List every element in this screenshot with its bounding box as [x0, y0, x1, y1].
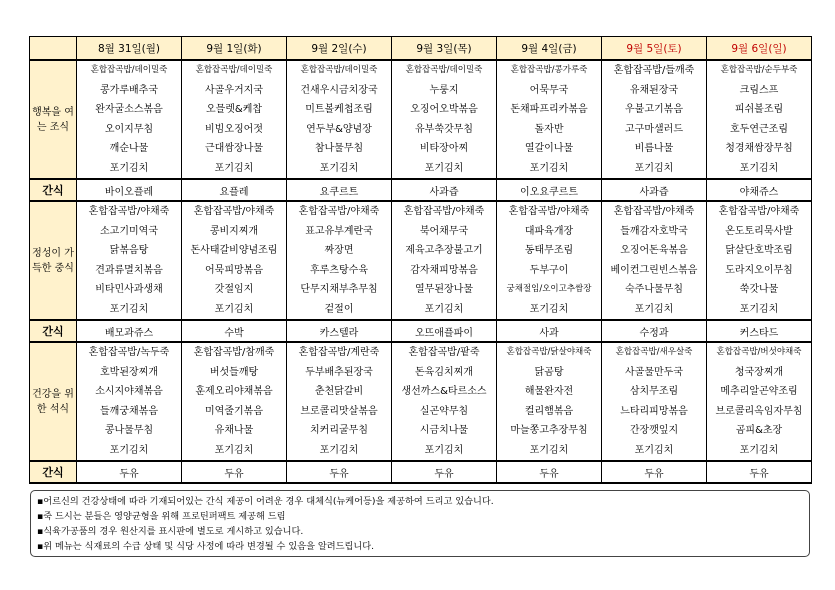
menu-item: 브로콜리옥임자무침 [715, 405, 803, 417]
meal-cell [497, 60, 602, 179]
meal-label: 건강을 위한 석식 [30, 342, 77, 461]
notice-line: ▪어르신의 건강상태에 따라 기재되어있는 간식 제공이 어려운 경우 대체식(뉴케어등)을 제공하여 드리고 있습니다. [37, 496, 494, 507]
meal-cell [392, 342, 497, 461]
snack-cell: 오뜨애플파이 [392, 320, 497, 342]
menu-item: 마늘쫑고추장무침 [510, 425, 588, 436]
menu-item: 연두부&양념장 [306, 123, 372, 135]
menu-item: 혼합잡곡밥/콩가루죽 [510, 65, 588, 75]
menu-item: 포기김치 [424, 162, 464, 174]
menu-item: 혼합잡곡밥/녹두죽 [88, 347, 170, 358]
meal-cell [707, 60, 812, 179]
menu-item: 두부배추된장국 [305, 366, 373, 378]
menu-item: 들깨감자호박국 [620, 225, 688, 237]
menu-item: 포기김치 [109, 162, 149, 174]
weekly-menu-table [29, 36, 812, 484]
meal-label: 행복을 여는 조식 [30, 60, 77, 179]
evening-snack-row [30, 461, 812, 483]
snack-cell: 야채쥬스 [707, 179, 812, 201]
menu-item: 참나물무침 [314, 143, 364, 154]
menu-item: 돈사태갈비양념조림 [190, 245, 278, 256]
menu-item: 포기김치 [529, 303, 569, 315]
meal-cell [77, 342, 182, 461]
menu-item: 비름나물 [634, 143, 674, 154]
dinner-row [30, 342, 812, 461]
menu-item: 포기김치 [109, 444, 149, 456]
menu-item: 혼합잡곡밥/데이밀죽 [405, 65, 483, 75]
meal-cell [497, 201, 602, 320]
meal-label [30, 320, 77, 342]
menu-item: 열무된장나물 [415, 284, 473, 295]
lunch-row [30, 201, 812, 320]
day-header: 9월 2일(수) [287, 37, 392, 61]
menu-item: 포기김치 [634, 303, 674, 315]
menu-item: 삼치무조림 [629, 386, 679, 397]
meal-cell [287, 342, 392, 461]
menu-item: 포기김치 [214, 444, 254, 456]
menu-item: 북어채무국 [419, 225, 469, 237]
menu-item: 혼합잡곡밥/야채죽 [613, 206, 695, 217]
snack-cell: 수정과 [602, 320, 707, 342]
meal-cell [182, 201, 287, 320]
notice-line: ▪식육가공품의 경우 원산지를 표시판에 별도로 게시하고 있습니다. [37, 526, 304, 537]
menu-item: 느타리피망볶음 [620, 405, 688, 417]
menu-item: 생선까스&타르소스 [401, 386, 487, 397]
snack-cell: 요플레 [182, 179, 287, 201]
menu-item: 포기김치 [739, 444, 779, 456]
menu-item: 감자채피망볶음 [410, 264, 478, 276]
menu-item: 간장깻잎지 [629, 425, 679, 436]
menu-item: 미역줄기볶음 [205, 405, 263, 417]
menu-item: 혼합잡곡밥/야채죽 [508, 206, 590, 217]
menu-item: 포기김치 [109, 303, 149, 315]
menu-item: 포기김치 [739, 162, 779, 174]
menu-item: 크림스프 [739, 84, 779, 96]
menu-item: 메추리알곤약조림 [720, 386, 798, 397]
day-header: 8월 31일(월) [77, 37, 182, 61]
meal-cell [287, 60, 392, 179]
menu-item: 청국장찌개 [734, 366, 784, 378]
menu-item: 돈육김치찌개 [415, 366, 473, 378]
meal-cell [77, 60, 182, 179]
menu-item: 동태무조림 [524, 245, 574, 256]
menu-item: 혼합잡곡밥/참깨죽 [193, 347, 275, 358]
meal-cell [602, 201, 707, 320]
day-header-weekend: 9월 6일(일) [707, 37, 812, 61]
menu-item: 사골우거지국 [205, 84, 263, 96]
menu-item: 버섯들깨탕 [209, 366, 259, 378]
snack-cell: 바이오플레 [77, 179, 182, 201]
meal-label [30, 461, 77, 483]
meal-label [30, 179, 77, 201]
snack-cell: 두유 [392, 461, 497, 483]
menu-item: 포기김치 [739, 303, 779, 315]
snack-label-text: 간식 [42, 324, 64, 338]
menu-item: 시금치나물 [419, 425, 469, 436]
menu-item: 표고유부계란국 [305, 225, 373, 237]
menu-item: 포기김치 [319, 444, 359, 456]
menu-item: 도라지오이무침 [725, 264, 793, 276]
menu-item: 포기김치 [529, 444, 569, 456]
menu-item: 치커리굴무침 [310, 425, 368, 436]
menu-item: 미트볼케첩조림 [305, 104, 373, 115]
snack-cell: 두유 [497, 461, 602, 483]
menu-item: 컬리햄볶음 [524, 405, 574, 417]
menu-item: 어묵무국 [529, 84, 569, 96]
meal-cell [392, 60, 497, 179]
menu-item: 곰피&초장 [735, 425, 783, 436]
menu-item: 해물완자전 [524, 386, 574, 397]
menu-item: 혼합잡곡밥/팥죽 [408, 347, 480, 358]
menu-item: 온도토리묵사발 [725, 225, 793, 237]
menu-item: 두부구이 [529, 264, 569, 276]
menu-item: 소고기미역국 [100, 225, 158, 237]
menu-item: 깨순나물 [109, 143, 149, 154]
menu-item: 혼합잡곡밥/야채죽 [718, 206, 800, 217]
snack-cell: 사과즙 [392, 179, 497, 201]
menu-item: 포기김치 [634, 444, 674, 456]
menu-item: 고구마샐러드 [625, 123, 683, 135]
snack-cell: 사과 [497, 320, 602, 342]
menu-item: 혼합잡곡밥/닭살야채죽 [506, 347, 592, 357]
menu-item: 콩나물무침 [104, 425, 154, 436]
morning-snack-row [30, 179, 812, 201]
menu-item: 견과류멸치볶음 [95, 264, 163, 276]
menu-item: 포기김치 [214, 162, 254, 174]
day-header: 9월 4일(금) [497, 37, 602, 61]
menu-item: 사골물만두국 [625, 366, 683, 378]
snack-cell: 배모과쥬스 [77, 320, 182, 342]
menu-item: 제육고추장불고기 [405, 245, 483, 256]
menu-item: 실곤약무침 [419, 405, 469, 417]
menu-item: 열갈이나물 [524, 143, 574, 154]
menu-item: 혼합잡곡밥/새우살죽 [615, 347, 693, 357]
snack-label-text: 간식 [42, 465, 64, 479]
menu-item: 근대쌈장나물 [205, 143, 263, 154]
day-header-weekend: 9월 5일(토) [602, 37, 707, 61]
menu-item: 혼합잡곡밥/데이밀죽 [300, 65, 378, 75]
menu-item: 대파육개장 [524, 225, 574, 237]
menu-item: 혼합잡곡밥/야채죽 [403, 206, 485, 217]
menu-item: 오믈렛&케찹 [205, 104, 263, 115]
breakfast-row [30, 60, 812, 179]
meal-cell [287, 201, 392, 320]
menu-item: 혼합잡곡밥/야채죽 [193, 206, 275, 217]
meal-cell [392, 201, 497, 320]
menu-item: 돌자반 [534, 123, 564, 135]
menu-item: 어묵피망볶음 [205, 264, 263, 276]
menu-item: 쑥갓나물 [739, 284, 779, 295]
menu-item: 혼합잡곡밥/데이밀죽 [90, 65, 168, 75]
menu-item: 콩가루배추국 [100, 84, 158, 96]
menu-item: 콩비지찌개 [209, 225, 259, 237]
menu-item: 춘천닭갈비 [314, 386, 364, 397]
meal-cell [602, 60, 707, 179]
day-header: 9월 1일(화) [182, 37, 287, 61]
menu-item: 짜장면 [324, 245, 354, 256]
menu-item: 닭곰탕 [534, 366, 564, 378]
menu-item: 포기김치 [634, 162, 674, 174]
menu-item: 브로콜리맛살볶음 [300, 405, 378, 417]
menu-item: 후루츠탕수육 [310, 264, 368, 276]
menu-item: 포기김치 [424, 303, 464, 315]
menu-item: 오징어돈육볶음 [620, 245, 688, 256]
menu-item: 들깨궁채볶음 [100, 405, 158, 417]
menu-item: 비빔오징어젓 [205, 123, 263, 135]
menu-item: 우불고기볶음 [625, 104, 683, 115]
menu-item: 완자굴소스볶음 [95, 104, 163, 115]
meal-cell [182, 60, 287, 179]
menu-item: 혼합잡곡밥/들깨죽 [613, 65, 695, 76]
menu-item: 비타장아찌 [419, 143, 469, 154]
menu-item: 궁채절임/오이고추쌈장 [506, 284, 592, 294]
snack-cell: 카스텔라 [287, 320, 392, 342]
menu-item: 오징어오박볶음 [410, 104, 478, 115]
menu-item: 혼합잡곡밥/버섯야채죽 [716, 347, 802, 357]
meal-cell [707, 201, 812, 320]
menu-item: 소시지야채볶음 [95, 386, 163, 397]
menu-item: 오이지무침 [104, 123, 154, 135]
menu-item: 피쉬볼조림 [734, 104, 784, 115]
menu-item: 돈채파프리카볶음 [510, 104, 588, 115]
menu-item: 닭볶음탕 [109, 245, 149, 256]
menu-item: 포기김치 [214, 303, 254, 315]
day-header: 9월 3일(목) [392, 37, 497, 61]
meal-cell [497, 342, 602, 461]
afternoon-snack-row [30, 320, 812, 342]
day-header-row [30, 37, 812, 61]
notice-box [30, 490, 810, 557]
menu-item: 호두연근조림 [730, 123, 788, 135]
menu-item: 혼합잡곡밥/순두부죽 [720, 65, 798, 75]
menu-item: 호박된장찌개 [100, 366, 158, 378]
menu-item: 베이컨그린빈스볶음 [610, 264, 698, 276]
meal-cell [707, 342, 812, 461]
menu-item: 혼합잡곡밥/야채죽 [298, 206, 380, 217]
menu-item: 혼합잡곡밥/야채죽 [88, 206, 170, 217]
snack-cell: 커스타드 [707, 320, 812, 342]
menu-item: 유부쑥갓무침 [415, 123, 473, 135]
snack-cell: 수박 [182, 320, 287, 342]
menu-item: 포기김치 [424, 444, 464, 456]
menu-item: 닭살단호박조림 [725, 245, 793, 256]
notice-line: ▪죽 드시는 분들은 영양균형을 위해 프로틴퍼팩트 제공해 드림 [37, 511, 286, 522]
menu-item: 겉절이 [324, 303, 354, 315]
corner-cell [30, 37, 77, 61]
meal-cell [77, 201, 182, 320]
snack-cell: 요쿠르트 [287, 179, 392, 201]
menu-item: 유채된장국 [629, 84, 679, 96]
menu-item: 비타민사과생채 [95, 284, 163, 295]
menu-item: 청경채쌈장무침 [725, 143, 793, 154]
meal-label: 정성이 가득한 중식 [30, 201, 77, 320]
menu-item: 포기김치 [319, 162, 359, 174]
menu-item: 건새우시금치장국 [300, 84, 378, 96]
menu-item: 단무지채부추무침 [300, 284, 378, 295]
snack-cell: 두유 [182, 461, 287, 483]
menu-item: 숙주나물무침 [625, 284, 683, 295]
snack-cell: 두유 [707, 461, 812, 483]
snack-cell: 두유 [287, 461, 392, 483]
menu-item: 누룽지 [429, 84, 459, 96]
snack-cell: 사과즙 [602, 179, 707, 201]
menu-item: 포기김치 [529, 162, 569, 174]
menu-item: 혼합잡곡밥/계란죽 [298, 347, 380, 358]
menu-item: 훈제오리야채볶음 [195, 386, 273, 397]
menu-item: 유채나물 [214, 425, 254, 436]
meal-cell [182, 342, 287, 461]
snack-cell: 이오요쿠르트 [497, 179, 602, 201]
snack-cell: 두유 [602, 461, 707, 483]
menu-item: 혼합잡곡밥/데이밀죽 [195, 65, 273, 75]
snack-cell: 두유 [77, 461, 182, 483]
snack-label-text: 간식 [42, 183, 64, 197]
meal-cell [602, 342, 707, 461]
notice-line: ▪위 메뉴는 식재료의 수급 상태 및 식당 사정에 따라 변경될 수 있음을 알려드립니다. [37, 541, 375, 552]
menu-item: 갓절임지 [214, 284, 254, 295]
